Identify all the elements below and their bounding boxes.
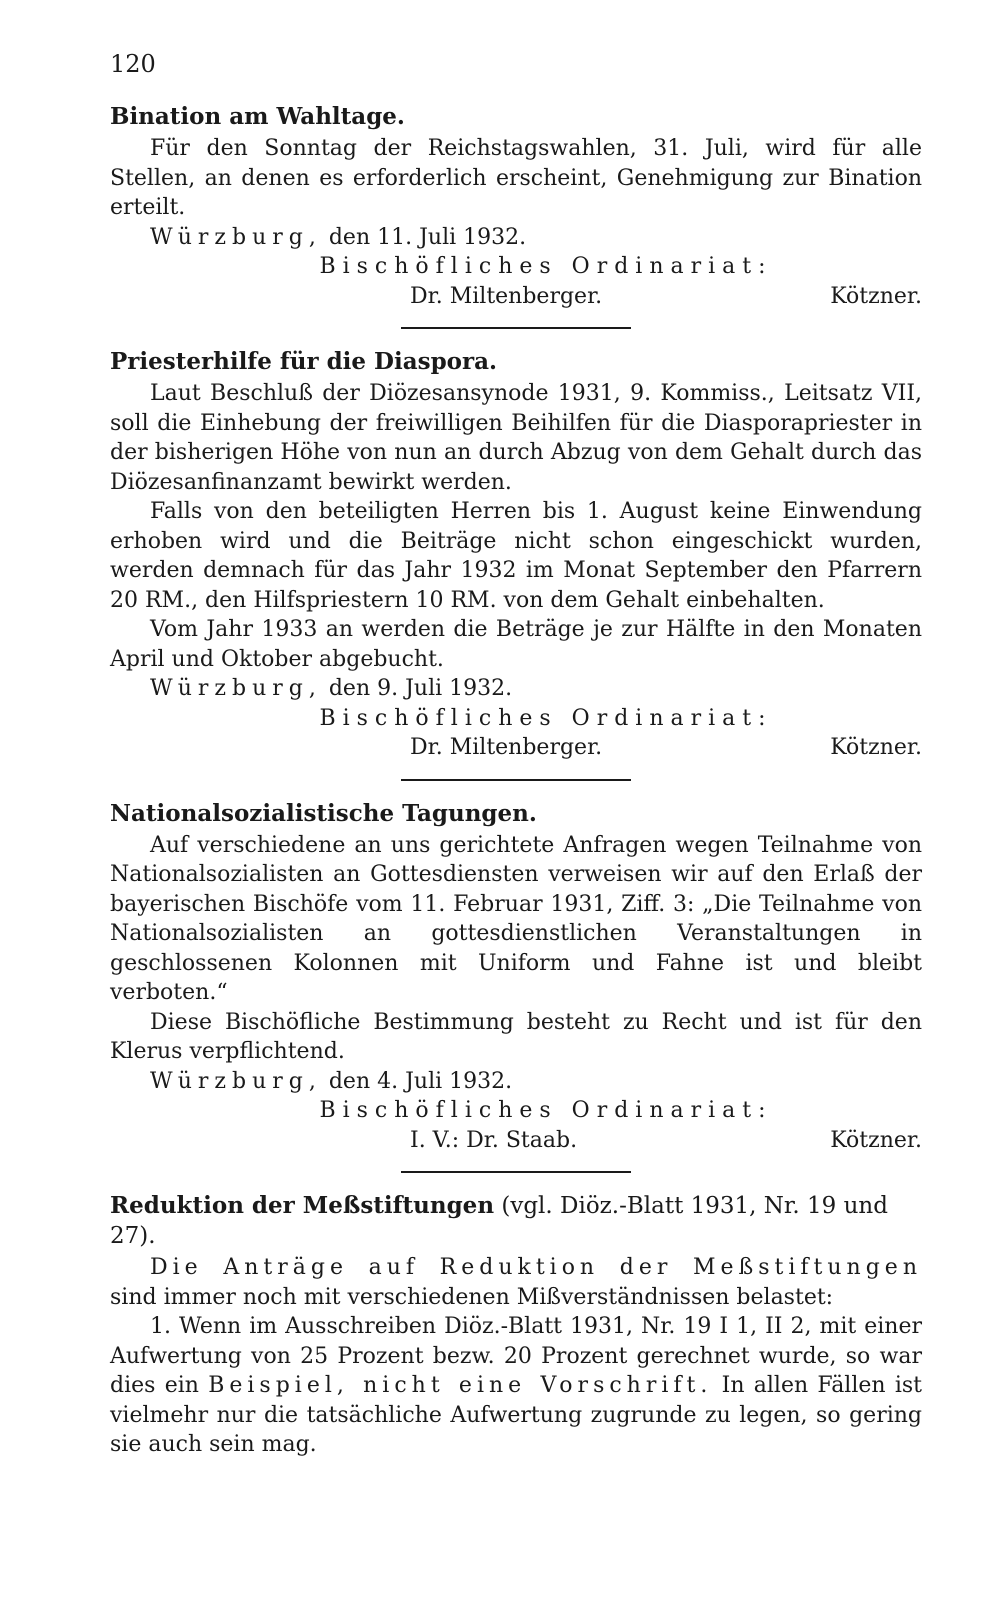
dateline	[110, 1067, 922, 1097]
section-divider	[401, 327, 631, 329]
section-bination	[110, 102, 922, 311]
section-divider	[401, 1171, 631, 1173]
section-diaspora	[110, 347, 922, 763]
paragraph: Falls von den beteiligten Herren bis 1. August keine Einwendung erhoben wird und die Beiträge nicht schon eingeschickt wurden, werden demnach für das Jahr 1932 im Monat September den Pfarrern 20 RM., den Hilfspriestern 10 RM. von dem Gehalt einbehalten.	[110, 499, 922, 613]
section-divider	[401, 779, 631, 781]
date-text: den 9. Juli 1932.	[328, 676, 513, 701]
issuing-authority: Bischöfliches Ordinariat:	[319, 254, 773, 279]
issuing-authority: Bischöfliches Ordinariat:	[319, 705, 773, 731]
date-place: Würzburg,	[150, 676, 322, 701]
signatory-left: Dr. Miltenberger.	[410, 735, 603, 760]
signatory-left: I. V.: Dr. Staab.	[410, 1127, 578, 1153]
paragraph	[110, 1253, 922, 1312]
date-text: den 4. Juli 1932.	[328, 1068, 513, 1094]
section-heading-title: Reduktion der Meßstiftungen	[110, 1192, 495, 1219]
section-tagungen	[110, 799, 922, 1156]
section-heading	[110, 1191, 922, 1251]
signatory-right: Kötzner.	[830, 283, 922, 309]
signatory-left: Dr. Miltenberger.	[410, 283, 603, 309]
paragraph-text: 1. Wenn im Ausschreiben Diöz.-Blatt 1931, Nr. 19 I 1, II 2, mit einer Aufwertung von 25 Prozent bezw. 20 Prozent gerechnet wurde, so war dies ein	[110, 1314, 922, 1398]
paragraph-text: In allen Fällen ist vielmehr nur die tatsächliche Aufwertung zugrunde zu legen, so gering sie auch sein mag.	[110, 1373, 922, 1457]
page-number: 120	[110, 50, 156, 78]
signatory-right: Kötzner.	[830, 1127, 922, 1153]
paragraph	[110, 1312, 922, 1460]
emphasized-text: Beispiel, nicht eine Vorschrift.	[208, 1373, 713, 1398]
date-place: Würzburg,	[150, 224, 322, 250]
paragraph: Laut Beschluß der Diözesansynode 1931, 9. Kommiss., Leitsatz VII, soll die Einhebung der freiwilligen Beihilfen für die Diasporapriester in der bisherigen Höhe von nun an durch Abzug von dem Gehalt durch das Diözesanfinanzamt bewirkt werden.	[110, 381, 922, 495]
signatory-right: Kötzner.	[830, 735, 922, 760]
paragraph: Vom Jahr 1933 an werden die Beträge je zur Hälfte in den Monaten April und Oktober abgebucht.	[110, 617, 922, 672]
dateline	[110, 674, 922, 704]
signature-line	[110, 1126, 922, 1156]
issuing-authority: Bischöfliches Ordinariat:	[319, 1098, 773, 1123]
paragraph-text: sind immer noch mit verschiedenen Mißverständnissen belastet:	[110, 1284, 834, 1310]
signature-line	[110, 733, 922, 763]
document-page	[110, 52, 922, 1460]
section-heading: Nationalsozialistische Tagungen.	[110, 799, 537, 827]
date-place: Würzburg,	[150, 1068, 322, 1094]
section-heading-reference: (vgl. Diöz.-Blatt 1931, Nr. 19 und 27).	[110, 1193, 888, 1249]
paragraph: Diese Bischöfliche Bestimmung besteht zu Recht und ist für den Klerus verpflichtend.	[110, 1009, 922, 1064]
section-heading: Bination am Wahltage.	[110, 103, 405, 130]
section-heading: Priesterhilfe für die Diaspora.	[110, 348, 498, 375]
paragraph: Für den Sonntag der Reichstagswahlen, 31. Juli, wird für alle Stellen, an denen es erforderlich erscheint, Genehmigung zur Bination erteilt.	[110, 136, 922, 220]
signature-line	[110, 282, 922, 312]
emphasized-text: Die Anträge auf Reduktion der Meßstiftungen	[150, 1255, 922, 1280]
section-reduktion	[110, 1191, 922, 1460]
paragraph: Auf verschiedene an uns gerichtete Anfragen wegen Teilnahme von Nationalsozialisten an Gottesdiensten verweisen wir auf den Erlaß der bayerischen Bischöfe vom 11. Februar 1931, Ziff. 3: „Die Teilnahme von Nationalsozialisten an gottesdienstlichen Veranstaltungen in geschlossenen Kolonnen mit Uniform und Fahne ist und bleibt verboten.“	[110, 832, 922, 1005]
dateline	[110, 223, 922, 253]
date-text: den 11. Juli 1932.	[328, 224, 527, 250]
